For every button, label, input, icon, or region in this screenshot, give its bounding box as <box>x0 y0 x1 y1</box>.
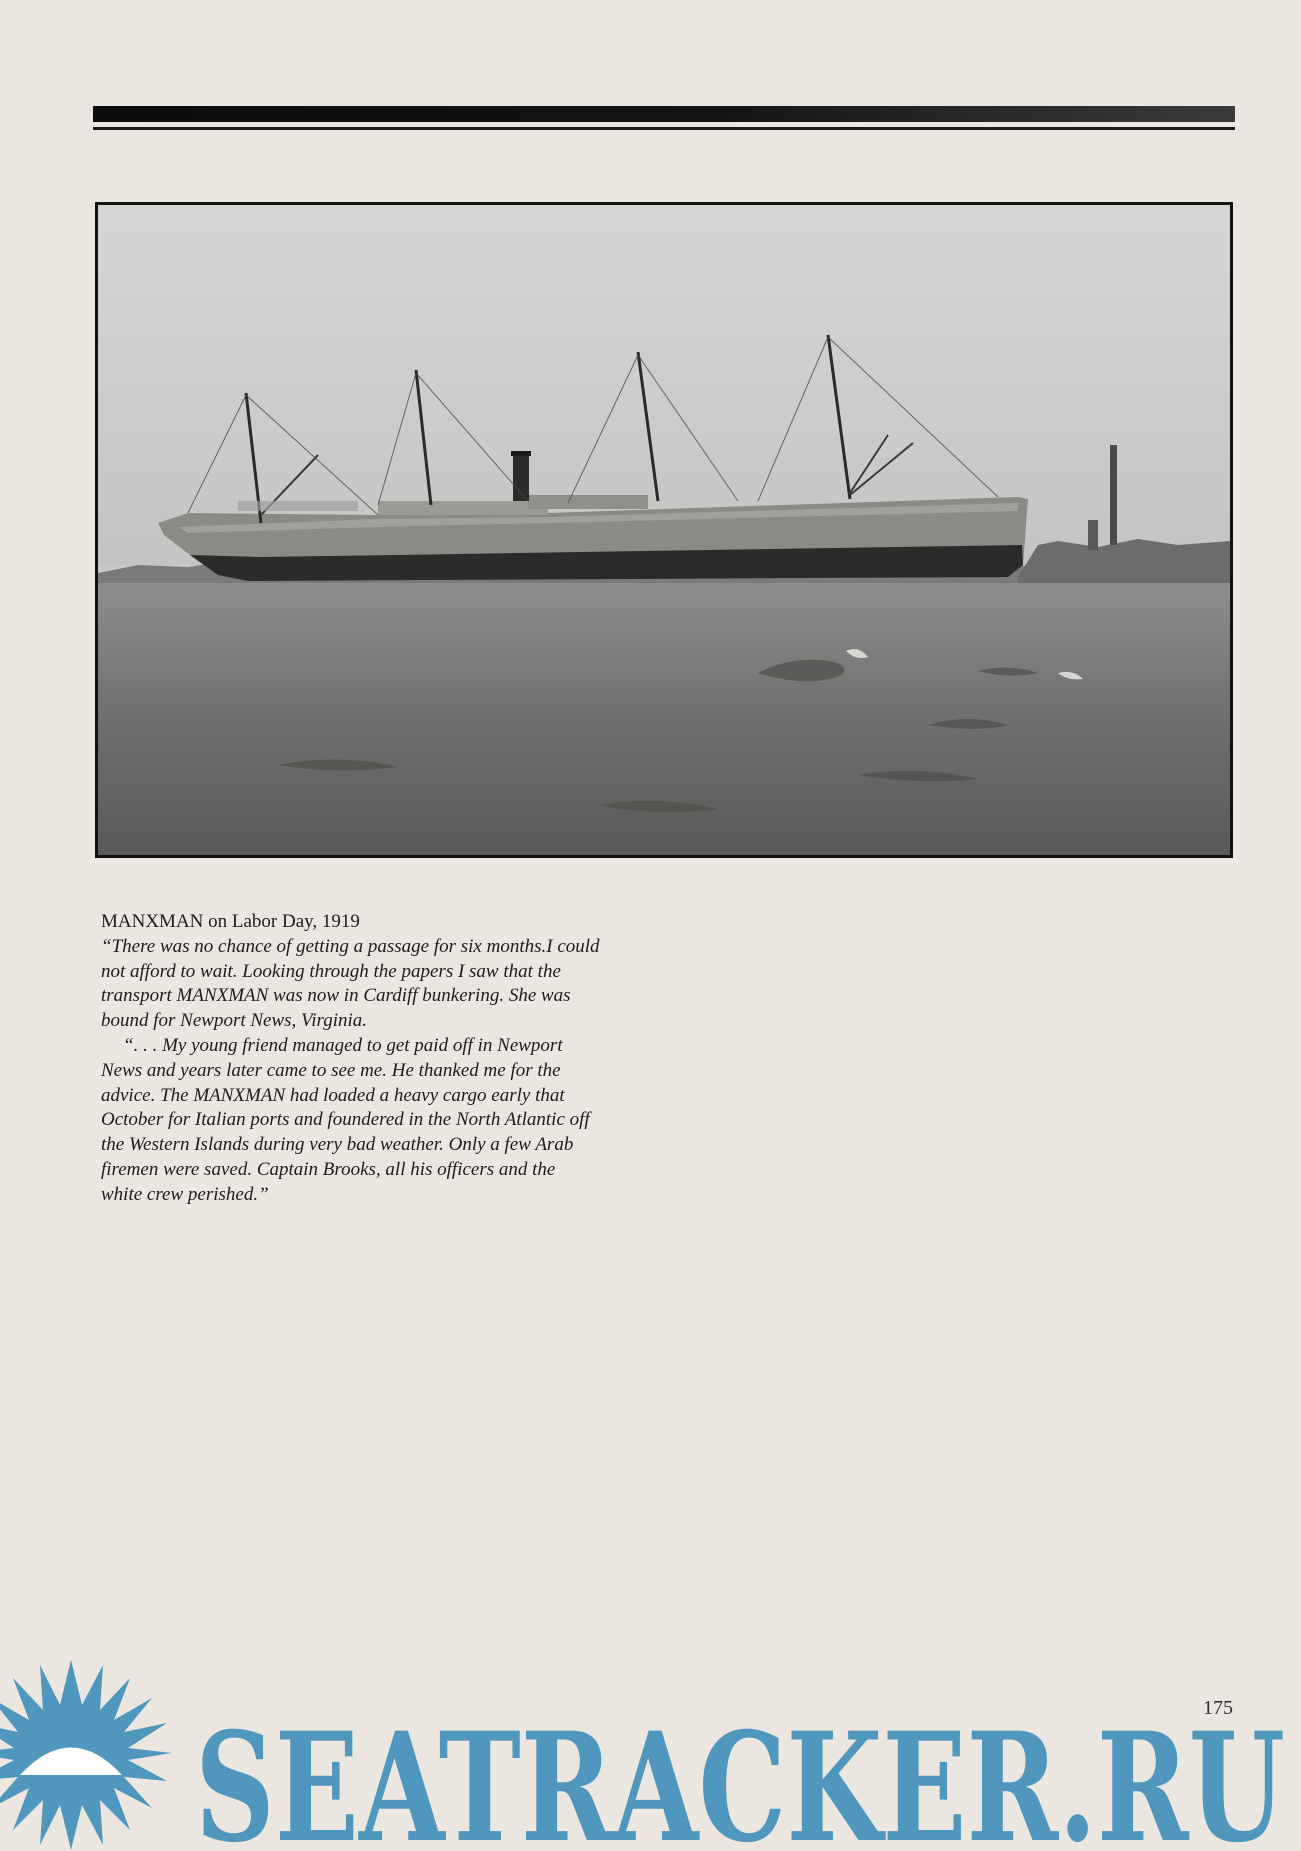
far-shoreline-right <box>1018 539 1230 587</box>
watermark-text: SEATRACKER.RU <box>195 1700 1285 1851</box>
shore-building <box>1088 520 1098 550</box>
ship-funnel <box>513 453 529 501</box>
ship-photograph <box>95 202 1233 858</box>
sea <box>98 583 1230 855</box>
photo-caption <box>101 910 601 1208</box>
chimney-stack <box>1110 445 1117 545</box>
ship-photograph-svg <box>98 205 1230 855</box>
watermark-svg <box>0 1660 1301 1851</box>
caption-title: MANXMAN on Labor Day, 1919 <box>101 911 360 932</box>
header-rule-thick <box>93 106 1235 122</box>
caption-paragraph-1: “There was no chance of getting a passage for six months.I could not afford to wait. Looking through the papers I saw that the transport MANXMAN was now in Cardiff bunkering. She was bound for Newport News, Virginia. <box>101 935 600 1032</box>
page-number: 175 <box>1203 1697 1233 1719</box>
sun-icon <box>0 1660 172 1850</box>
header-rule-thin <box>93 127 1235 130</box>
caption-paragraph-2: “. . . My young friend managed to get paid off in Newport News and years later came to see me. He thanked me for the advice. The MANXMAN had loaded a heavy cargo early that October for Italian ports and foundered in the North Atlantic off the Western Islands during very bad weather. Only a few Arab firemen were saved. Captain Brooks, all his officers and the white crew perished.” <box>101 1034 590 1205</box>
site-watermark <box>0 1660 1301 1851</box>
